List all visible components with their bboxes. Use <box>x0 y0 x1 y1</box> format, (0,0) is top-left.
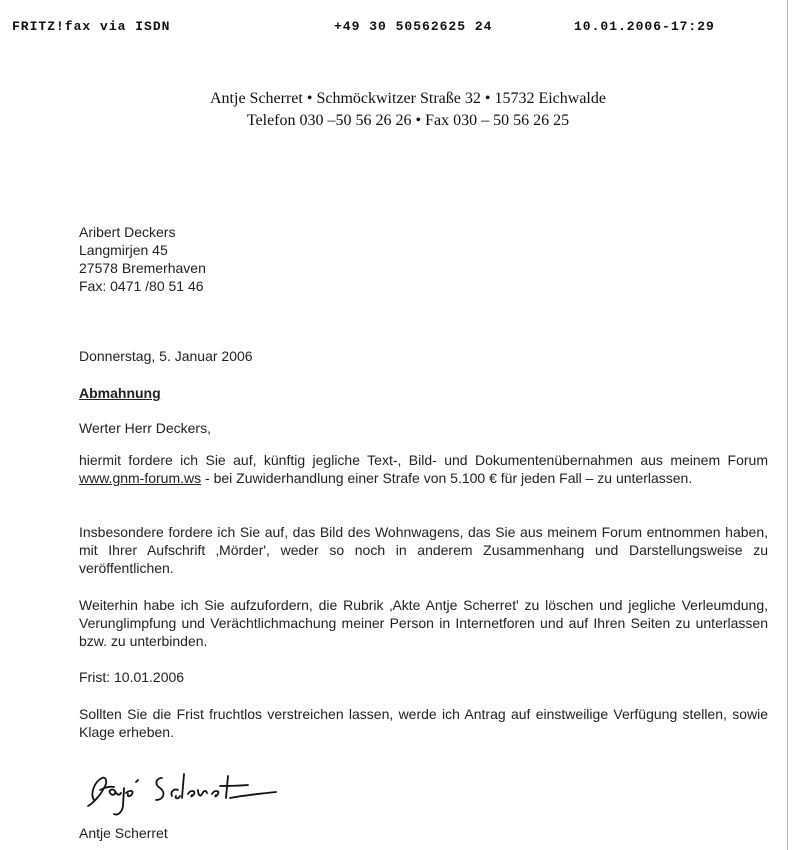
recipient-name: Aribert Deckers <box>79 224 176 240</box>
letter-date: Donnerstag, 5. Januar 2006 <box>79 348 253 364</box>
paragraph-4: Sollten Sie die Frist fruchtlos verstreichen lassen, werde ich Antrag auf einstweilige Verfügung stellen, sowie Klage erheben. <box>79 706 768 740</box>
paragraph-1-text-start: hiermit fordere ich Sie auf, künftig jegliche Text-, Bild- und Dokumentenübernahmen aus meinem Forum <box>79 452 768 468</box>
forum-link[interactable]: www.gnm-forum.ws <box>79 470 202 486</box>
fax-scan-edge <box>787 0 788 850</box>
paragraph-3: Weiterhin habe ich Sie aufzufordern, die Rubrik ‚Akte Antje Scherret' zu löschen und jegliche Verleumdung, Verunglimpfung und Verächtlichmachung meiner Person in Internetforen und auf Ihren Seiten zu unterlassen bzw. zu unterbinden. <box>79 597 768 649</box>
deadline: Frist: 10.01.2006 <box>79 669 185 685</box>
letter-subject: Abmahnung <box>79 385 161 401</box>
fax-header-sender: FRITZ!fax via ISDN <box>12 19 171 34</box>
letterhead-address: Antje Scherret • Schmöckwitzer Straße 32 • 15732 Eichwalde <box>210 90 606 107</box>
paragraph-1 <box>79 451 768 487</box>
fax-header-timestamp: 10.01.2006-17:29 <box>574 19 715 34</box>
paragraph-2: Insbesondere fordere ich Sie auf, das Bild des Wohnwagens, das Sie aus meinem Forum entnommen haben, mit Ihrer Aufschrift ‚Mörder', weder so noch in anderem Zusammenhang und Darstellungsweise zu veröffentlichen. <box>79 524 768 576</box>
fax-header-number: +49 30 50562625 24 <box>334 19 493 34</box>
recipient-fax: Fax: 0471 /80 51 46 <box>79 278 204 294</box>
paragraph-1-text-end: - bei Zuwiderhandlung einer Strafe von 5.100 € für jeden Fall – zu unterlassen. <box>201 470 693 486</box>
letterhead-contact: Telefon 030 –50 56 26 26 • Fax 030 – 50 56 26 25 <box>246 112 570 129</box>
recipient-street: Langmirjen 45 <box>79 242 168 258</box>
signer-name: Antje Scherret <box>79 825 168 841</box>
salutation: Werter Herr Deckers, <box>79 420 211 436</box>
recipient-city: 27578 Bremerhaven <box>79 260 206 276</box>
handwritten-signature <box>80 760 290 820</box>
